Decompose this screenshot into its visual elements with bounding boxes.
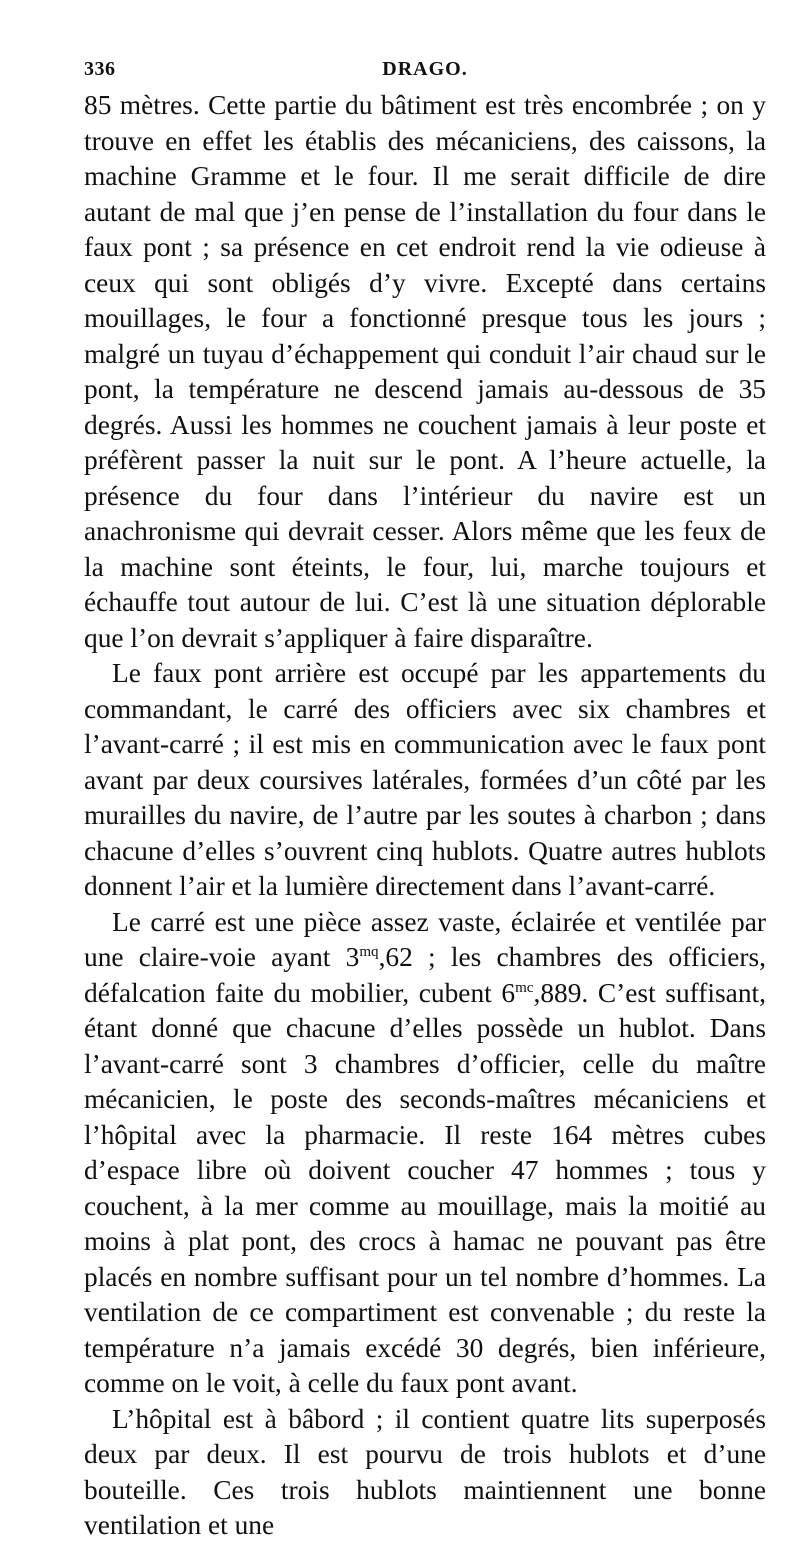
body-text — [84, 88, 766, 1544]
paragraph — [84, 905, 766, 1402]
running-head: DRAGO. — [382, 58, 468, 80]
page-number: 336 — [84, 58, 116, 80]
unit-superscript: mc — [515, 979, 534, 996]
paragraph: Le faux pont arrière est occupé par les appartements du commandant, le carré des officiers avec six chambres et l’avant-carré ; il est mis en communication avec le faux pont avant par deux coursives latérales, formées d’un côté par les murailles du navire, de l’autre par les soutes à charbon ; dans chacune d’elles s’ouvrent cinq hublots. Quatre autres hublots donnent l’air et la lumière directement dans l’avant-carré. — [84, 658, 766, 901]
text-span: ,889. C’est suffisant, étant donné que chacune d’elles possède un hublot. Dans l’avant-carré sont 3 chambres d’officier, celle du maître mécanicien, le poste des seconds-maîtres mécaniciens et l’hôpital avec la pharmacie. Il reste 164 mètres cubes d’espace libre où doivent coucher 47 hommes ; tous y couchent, à la mer comme au mouillage, mais la moitié au moins à plat pont, des crocs à hamac ne pouvant pas être placés en nombre suffisant pour un tel nombre d’hommes. La ventilation de ce compartiment est convenable ; du reste la température n’a jamais excédé 30 degrés, bien inférieure, comme on le voit, à celle du faux pont avant. — [84, 977, 766, 1398]
unit-superscript: mq — [359, 943, 379, 960]
page-header — [84, 52, 766, 88]
paragraph: 85 mètres. Cette partie du bâtiment est très encombrée ; on y trouve en effet les établis des mécaniciens, des caissons, la machine Gramme et le four. Il me serait difficile de dire autant de mal que j’en pense de l’installation du four dans le faux pont ; sa présence en cet endroit rend la vie odieuse à ceux qui sont obligés d’y vivre. Excepté dans certains mouillages, le four a fonctionné presque tous les jours ; malgré un tuyau d’échappement qui conduit l’air chaud sur le pont, la température ne descend jamais au-dessous de 35 degrés. Aussi les hommes ne couchent jamais à leur poste et préfèrent passer la nuit sur le pont. A l’heure actuelle, la présence du four dans l’intérieur du navire est un anachronisme qui devrait cesser. Alors même que les feux de la machine sont éteints, le four, lui, marche toujours et échauffe tout autour de lui. C’est là une situation déplorable que l’on devrait s’appliquer à faire disparaître. — [84, 90, 766, 653]
text-span: ,62 ; les chambres des officiers, défalcation faite du mobilier, cubent 6 — [84, 942, 766, 1008]
paragraph: L’hôpital est à bâbord ; il contient quatre lits superposés deux par deux. Il est pourvu de trois hublots et d’une bouteille. Ces trois hublots maintiennent une bonne ventilation et une — [84, 1403, 766, 1540]
text-span: Le carré est une pièce assez vaste, éclairée et ventilée par une claire-voie ayant 3 — [84, 906, 766, 972]
